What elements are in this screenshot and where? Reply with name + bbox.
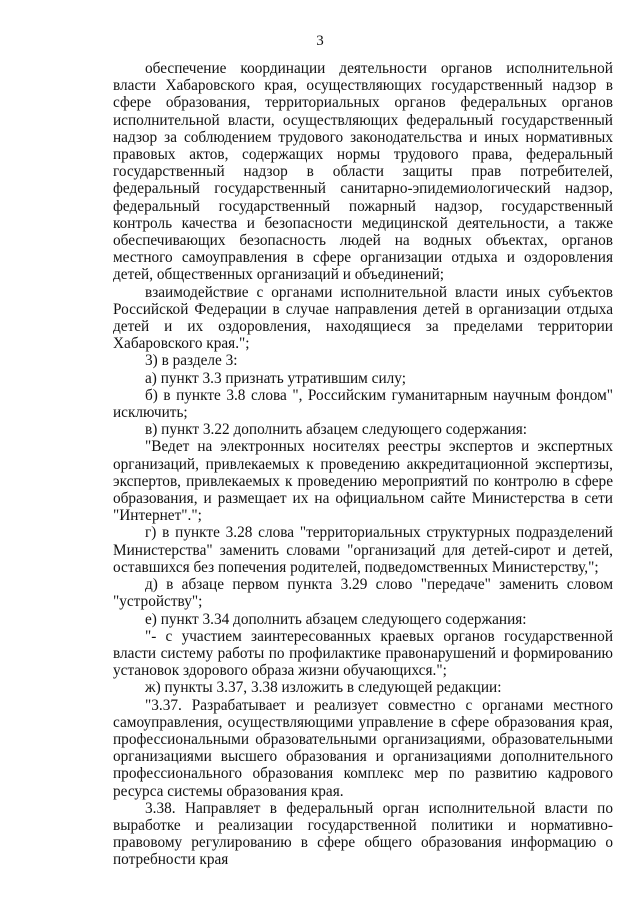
paragraph-coordination: обеспечение координации деятельности органов исполнительной власти Хабаровского края, осуществляющих государственный надзор в сфере образования, территориальных органов федеральных органов исполнительной власти, осуществляющих федеральный государственный надзор за соблюдением трудового законодательства и иных нормативных правовых актов, содержащих нормы трудового права, федеральный государственный надзор в области защиты прав потребителей, федеральный государственный санитарно-эпидемиологический надзор, федеральный государственный пожарный надзор, государственный контроль качества и безопасности медицинской деятельности, а также обеспечивающих безопасность людей на водных объектах, органов местного самоуправления в сфере организации отдыха и оздоровления детей, общественных организаций и объединений; <box>113 60 613 284</box>
paragraph-item-d: д) в абзаце первом пункта 3.29 слово "передаче" заменить словом "устройству"; <box>113 576 613 611</box>
document-body <box>113 60 613 869</box>
page-number: 3 <box>316 33 324 49</box>
paragraph-3-37: "3.37. Разрабатывает и реализует совместно с органами местного самоуправления, осуществляющими управление в сфере образования края, профессиональными образовательными организациями, образовательными организациями высшего образования и организациями дополнительного профессионального образования комплекс мер по развитию кадрового ресурса системы образования края. <box>113 696 613 800</box>
paragraph-item-e: е) пункт 3.34 дополнить абзацем следующего содержания: <box>145 610 527 628</box>
paragraph-item-b: б) в пункте 3.8 слова ", Российским гуманитарным научным фондом" исключить; <box>113 386 613 422</box>
paragraph-interaction: взаимодействие с органами исполнительной власти иных субъектов Российской Федерации в случае направления детей в организации отдыха детей и их оздоровления, находящиеся за пределами территории Хабаровского края."; <box>113 283 613 353</box>
paragraph-item-v-quote: "Ведет на электронных носителях реестры экспертов и экспертных организаций, привлекаемых к проведению аккредитационной экспертизы, экспертов, привлекаемых к проведению мероприятий по контролю в сфере образования, и размещает их на официальном сайте Министерства в сети "Интернет"."; <box>113 438 613 525</box>
paragraph-item-a: а) пункт 3.3 признать утратившим силу; <box>145 369 406 387</box>
paragraph-item-v: в) пункт 3.22 дополнить абзацем следующего содержания: <box>145 421 527 439</box>
paragraph-item-zh: ж) пункты 3.37, 3.38 изложить в следующей редакции: <box>145 679 502 697</box>
paragraph-3-38: 3.38. Направляет в федеральный орган исполнительной власти по выработке и реализации государственной политики и нормативно-правовому регулированию в сфере общего образования информацию о потребности края <box>113 799 613 869</box>
paragraph-item-e-quote: "- с участием заинтересованных краевых органов государственной власти систему работы по профилактике правонарушений и формированию установок здорового образа жизни обучающихся."; <box>113 627 613 680</box>
paragraph-section-3: 3) в разделе 3: <box>145 352 238 370</box>
paragraph-item-g: г) в пункте 3.28 слова "территориальных структурных подразделений Министерства" заменить словами "организаций для детей-сирот и детей, оставшихся без попечения родителей, подведомственных Министерству,"; <box>113 524 613 576</box>
